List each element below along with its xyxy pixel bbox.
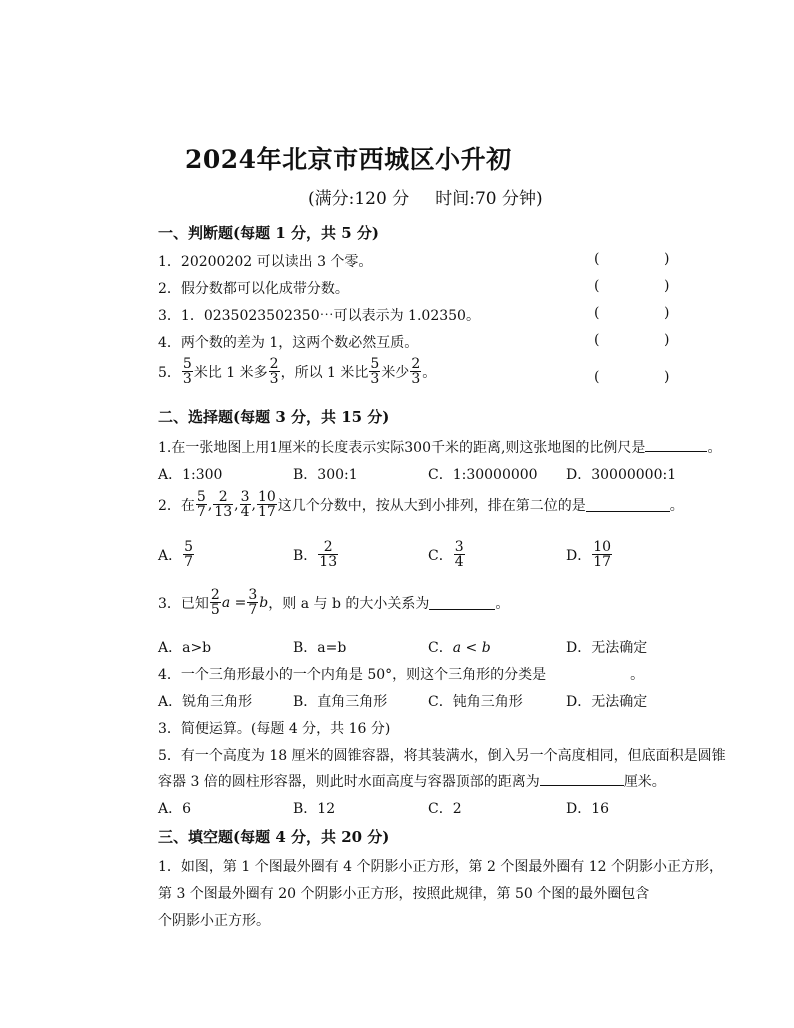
fraction: $\frac{2}{13}$ <box>319 539 338 570</box>
answer-paren-4-left[interactable]: ( <box>594 332 600 348</box>
option-c[interactable]: C． $\frac{3}{4}$ <box>428 539 464 570</box>
choice-question-4: 4．一个三角形最小的一个内角是 50°，则这个三角形的分类是 。 <box>158 667 645 683</box>
section-heading-fill: 三、填空题(每题 4 分，共 20 分) <box>158 828 390 846</box>
section-heading-choice: 二、选择题(每题 3 分，共 15 分) <box>158 408 390 426</box>
instruction-note: 3．简便运算。(每题 4 分，共 16 分) <box>158 721 391 737</box>
option-b[interactable]: B．直角三角形 <box>293 694 388 710</box>
judgement-item-3: 3．1．0235023502350⋯可以表示为 1.02350。 <box>158 308 480 324</box>
answer-paren-3-left[interactable]: ( <box>594 305 600 321</box>
fraction: $\frac{10}{17}$ <box>257 489 276 520</box>
fraction: $\frac{3}{4}$ <box>454 539 464 570</box>
item-number: 5． <box>158 364 181 381</box>
option-a[interactable]: A．a>b <box>158 640 212 656</box>
option-c[interactable]: C．2 <box>428 801 462 817</box>
option-d[interactable]: D．无法确定 <box>566 640 648 656</box>
judgement-item-2: 2．假分数都可以化成带分数。 <box>158 281 349 297</box>
fill-question-1-line3: 个阴影小正方形。 <box>158 913 270 929</box>
answer-paren-3-right: ) <box>664 305 670 321</box>
option-d[interactable]: D． $\frac{10}{17}$ <box>566 539 612 570</box>
fraction: $\frac{2}{13}$ <box>214 489 233 520</box>
fill-question-1-line1: 1．如图，第 1 个图最外圈有 4 个阴影小正方形，第 2 个图最外圈有 12 个阴影小正方形， <box>158 859 724 875</box>
answer-paren-4-right: ) <box>664 332 670 348</box>
judgement-item-4: 4．两个数的差为 1，这两个数必然互质。 <box>158 335 419 351</box>
answer-blank[interactable] <box>645 437 707 452</box>
option-c[interactable]: C．1:30000000 <box>428 467 538 483</box>
fraction: $\frac{2}{5}$ <box>210 587 220 618</box>
judgement-item-1: 1．20200202 可以读出 3 个零。 <box>158 254 373 270</box>
fraction: $\frac{10}{17}$ <box>593 539 612 570</box>
answer-blank[interactable] <box>586 497 670 512</box>
option-c[interactable]: C．钝角三角形 <box>428 694 523 710</box>
exam-subtitle <box>308 184 543 209</box>
option-d[interactable]: D．30000000:1 <box>566 467 677 483</box>
answer-blank[interactable] <box>429 595 495 610</box>
fraction: $\frac{5}{3}$ <box>370 356 380 387</box>
answer-paren-2-right: ) <box>664 278 670 294</box>
choice-question-3: 3．已知 $\frac{2}{5}$ a = $\frac{3}{7}$ b ，则 a 与 b 的大小关系为 。 <box>158 587 510 618</box>
option-c[interactable]: C．a < b <box>428 640 491 656</box>
option-d[interactable]: D．16 <box>566 801 610 817</box>
fraction: $\frac{2}{3}$ <box>411 356 421 387</box>
time-info: 时间:70 分钟) <box>435 189 543 209</box>
answer-paren-1-right: ) <box>664 251 670 267</box>
judgement-item-5: 5． $\frac{5}{3}$ 米比 1 米多 $\frac{2}{3}$ ，所以 1 米比 $\frac{5}{3}$ 米少 $\frac{2}{3}$ 。 <box>158 356 437 387</box>
fraction: $\frac{5}{7}$ <box>196 489 206 520</box>
option-a[interactable]: A．锐角三角形 <box>158 694 253 710</box>
choice-question-5-line2: 容器 3 倍的圆柱形容器，则此时水面高度与容器顶部的距离为 厘米。 <box>158 771 666 791</box>
option-a[interactable]: A．1:300 <box>158 467 223 483</box>
choice-question-5-line1: 5．有一个高度为 18 厘米的圆锥容器，将其装满水，倒入另一个高度相同，但底面积是圆锥 <box>158 748 726 764</box>
fraction: $\frac{3}{7}$ <box>248 587 258 618</box>
option-b[interactable]: B． $\frac{2}{13}$ <box>293 539 338 570</box>
option-a[interactable]: A． $\frac{5}{7}$ <box>158 539 194 570</box>
option-b[interactable]: B．300:1 <box>293 467 358 483</box>
score-info: (满分:120 分 <box>308 189 410 209</box>
section-heading-judgement: 一、判断题(每题 1 分，共 5 分) <box>158 224 379 242</box>
choice-question-2: 2．在 $\frac{5}{7}$ , $\frac{2}{13}$ , $\frac{3}{4}$ , $\frac{10}{17}$ 这几个分数中，按从大到小排列，排在第二位的是 。 <box>158 489 684 520</box>
option-d[interactable]: D．无法确定 <box>566 694 648 710</box>
choice-question-1: 1.在一张地图上用1厘米的长度表示实际300千米的距离,则这张地图的比例尺是 。 <box>158 437 721 457</box>
option-b[interactable]: B．a=b <box>293 640 347 656</box>
fraction: $\frac{5}{3}$ <box>182 356 192 387</box>
answer-paren-5-left[interactable]: ( <box>594 369 600 385</box>
option-a[interactable]: A．6 <box>158 801 192 817</box>
answer-blank[interactable] <box>540 771 624 786</box>
page-title: 2024年北京市西城区小升初 <box>185 145 512 174</box>
fill-question-1-line2: 第 3 个图最外圈有 20 个阴影小正方形，按照此规律，第 50 个图的最外圈包含 <box>158 886 650 902</box>
fraction: $\frac{5}{7}$ <box>184 539 194 570</box>
answer-paren-1-left[interactable]: ( <box>594 251 600 267</box>
fraction: $\frac{3}{4}$ <box>240 489 250 520</box>
answer-paren-5-right: ) <box>664 369 670 385</box>
answer-paren-2-left[interactable]: ( <box>594 278 600 294</box>
fraction: $\frac{2}{3}$ <box>269 356 279 387</box>
option-b[interactable]: B．12 <box>293 801 336 817</box>
